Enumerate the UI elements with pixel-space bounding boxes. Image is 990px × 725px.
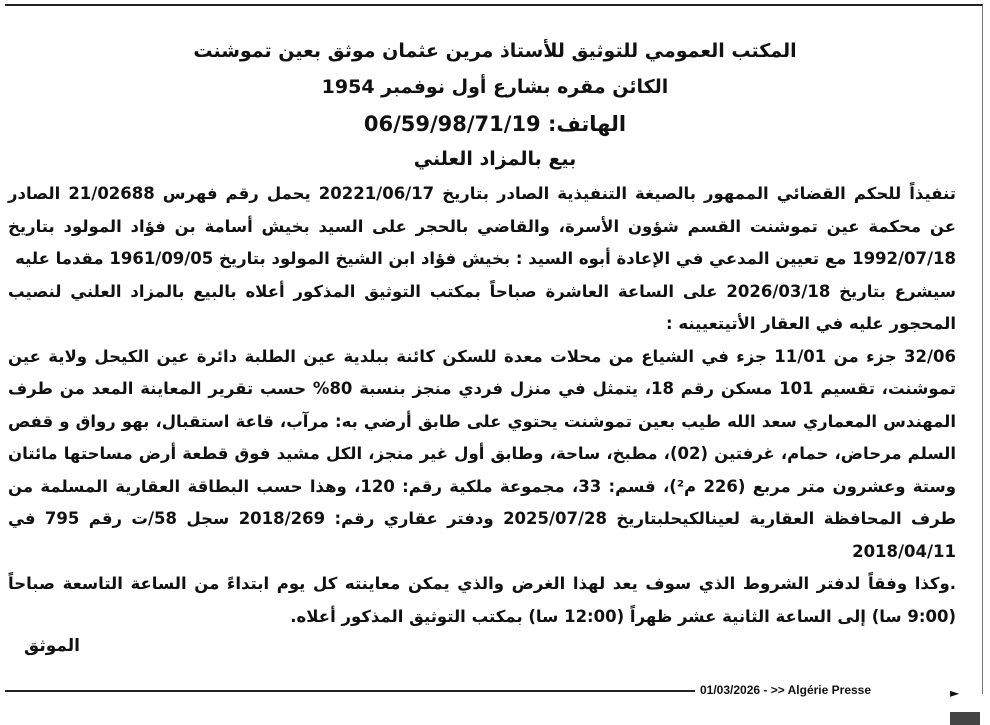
notice-title: بيع بالمزاد العلني [413,148,577,170]
publication-date-source: 01/03/2026 - >> Algérie Presse [700,683,872,697]
notary-office-name: المكتب العمومي للتوثيق للأستاذ مرين عثمان موثق بعين تموشنت [193,40,797,62]
office-phone: الهاتف: 06/59/98/71/19 [363,112,627,136]
paragraph-conditions: .وكذا وفقاً لدفتر الشروط الذي سوف يعد لهذا الغرض والذي يمكن معاينته كل يوم ابتداءً من الساعة التاسعة صباحاً (9:00 سا) إلى الساعة الثانية عشر ظهراً (12:00 سا) بمكتب التوثيق المذكور أعلاه. [8,574,956,626]
publication-footer [0,683,990,700]
office-address: الكائن مقره بشارع أول نوفمبر 1954 [321,76,669,98]
paragraph-property-description: 32/06 جزء من 11/01 جزء في الشياع من محلات معدة للسكن كائنة ببلدية عين الطلبة دائرة عين الكيحل ولاية عين تموشنت، تقسيم 101 مسكن رقم 18، يتمثل في منزل فردي منجز بنسبة 80% حسب تقرير المعاينة المعد من طرف المهندس المعماري سعد الله طيب بعين تموشنت يحتوي على طابق أرضي به: مرآب، قاعة استقبال، بهو رواق و قفص السلم مرحاض، حمام، غرفتين (02)، مطبخ، ساحة، وطابق أول غير منجز، الكل مشيد فوق قطعة أرض مساحتها مائتان وستة وعشرون متر مربع (226 م²)، قسم: 33، مجموعة ملكية رقم: 120، وهذا حسب البطاقة العقارية المسلمة من طرف المحافظة العقارية لعينالكيحلبتاريخ 2025/07/28 ودفتر عقاري رقم: 2018/269 سجل 58/ت رقم 795 في 2018/04/11 [8,346,957,561]
notary-signature-label: الموثق [24,636,80,656]
cropped-next-ad-strip [780,712,980,725]
paragraph-auction-date: سيشرع بتاريخ 2026/03/18 على الساعة العاشرة صباحاً بمكتب التوثيق المذكور أعلاه بالبيع بالمزاد العلني لنصيب المحجور عليه في العقار الأتيتعيينه : [8,281,956,333]
paragraph-court-ruling: تنفيذاً للحكم القضائي الممهور بالصيغة التنفيذية الصادر بتاريخ 20221/06/17 يحمل رقم فهرس 21/02688 الصادر عن محكمة عين تموشنت القسم شؤون الأسرة، والقاضي بالحجر على السيد بخيش أسامة بن فؤاد المولود بتاريخ 1992/07/18 مع تعيين المدعي في الإعادة أبوه السيد : بخيش فؤاد ابن الشيخ المولود بتاريخ 1961/09/05 مقدما عليه [8,184,956,268]
notice-body [8,178,956,633]
arrow-right-icon: ► [950,686,960,700]
dark-block [950,712,980,725]
footer-rule [5,690,695,692]
